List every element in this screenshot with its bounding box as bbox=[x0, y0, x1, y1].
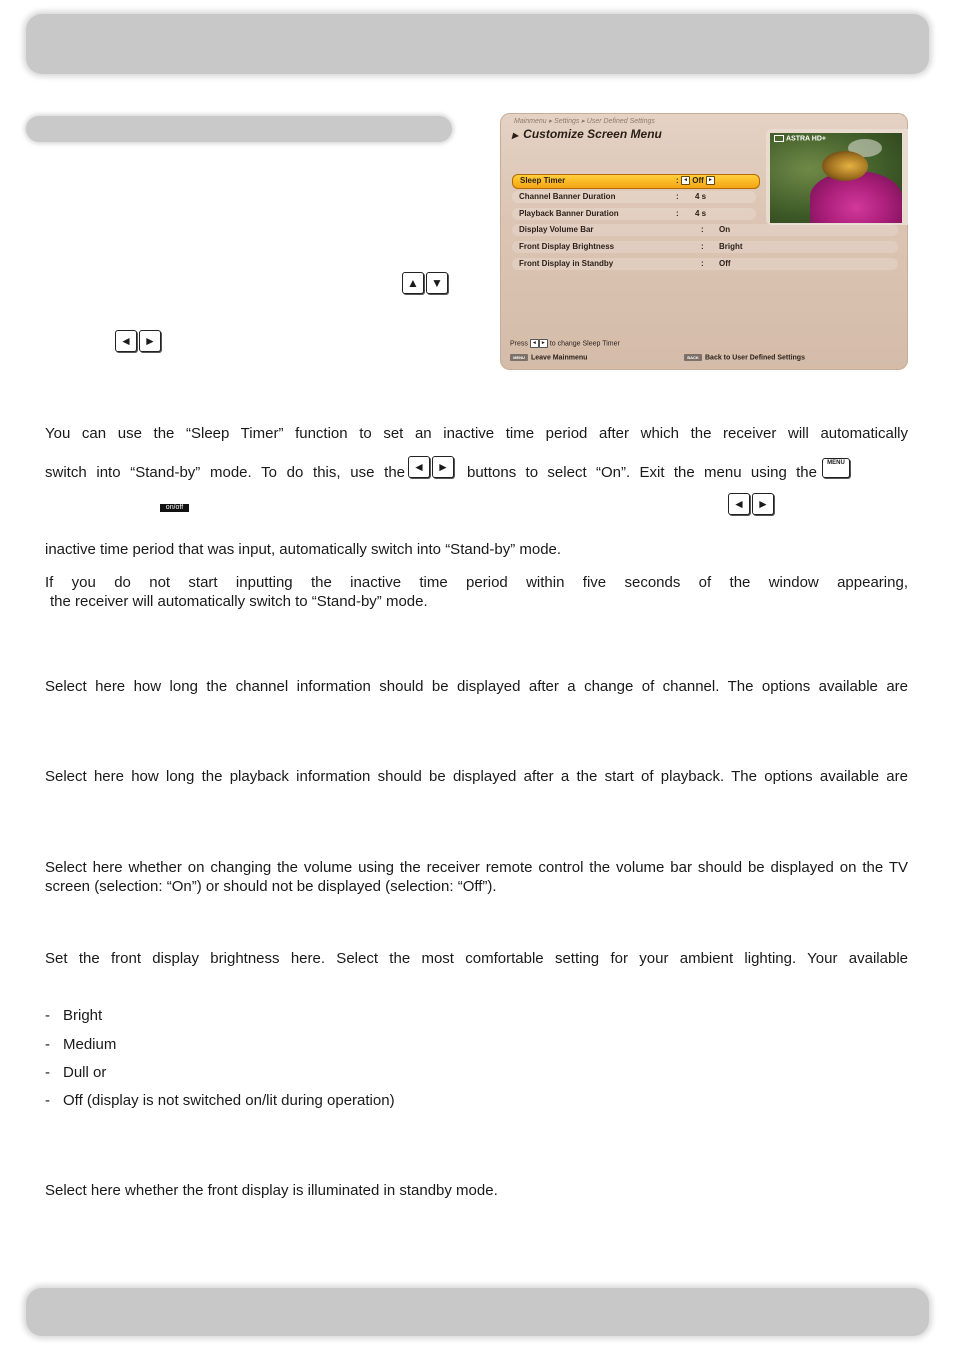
left-arrow-icon: ◄ bbox=[728, 493, 750, 515]
menu-key-icon: MENU bbox=[822, 458, 850, 478]
back-hint: BACK Back to User Defined Settings bbox=[684, 354, 805, 361]
list-item: Medium bbox=[63, 1036, 117, 1053]
menu-row-front-standby[interactable]: Front Display in Standby : Off bbox=[512, 258, 898, 270]
sleep-timer-text-2b: buttons to select “On”. Exit the menu using the bbox=[467, 464, 817, 481]
tv-screen-screenshot bbox=[500, 113, 908, 370]
left-arrow-icon: ◄ bbox=[115, 330, 137, 352]
down-arrow-icon: ▼ bbox=[426, 272, 448, 294]
left-right-keys-inline-2 bbox=[728, 493, 774, 515]
sleep-timer-text-4: inactive time period that was input, automatically switch into “Stand-by” mode. bbox=[45, 541, 562, 558]
header-band bbox=[26, 14, 929, 74]
left-arrow-icon: ◄ bbox=[681, 176, 690, 185]
channel-logo: ASTRA HD+ bbox=[774, 135, 826, 142]
screen-breadcrumb: Mainmenu ▸ Settings ▸ User Defined Settings bbox=[514, 118, 655, 125]
right-arrow-icon: ► bbox=[139, 330, 161, 352]
channel-preview bbox=[766, 129, 908, 225]
sleep-timer-text-2a: switch into “Stand-by” mode. To do this, use the bbox=[45, 464, 405, 481]
list-item: Bright bbox=[63, 1007, 103, 1024]
leave-mainmenu-hint: MENU Leave Mainmenu bbox=[510, 354, 587, 361]
volume-bar-text: Select here whether on changing the volume using the receiver remote control the volume bar should be displayed on the TV screen (selection: “On”) or should not be displayed (selection: “Off”). bbox=[45, 859, 908, 895]
onoff-key-icon: on/off bbox=[160, 504, 189, 512]
menu-row-channel-banner[interactable]: Channel Banner Duration : 4 s bbox=[512, 191, 756, 203]
menu-row-sleep-timer[interactable]: Sleep Timer : ◄ Off ► bbox=[512, 174, 760, 189]
sleep-timer-text-5a: If you do not start inputting the inactive time period within five seconds of the window appearing, bbox=[45, 574, 908, 591]
list-item: Dull or bbox=[63, 1064, 107, 1081]
up-down-keys bbox=[402, 272, 448, 294]
sleep-timer-text-1: You can use the “Sleep Timer” function to set an inactive time period after which the receiver will automatically bbox=[45, 425, 908, 442]
menu-key-icon: MENU bbox=[510, 354, 528, 361]
section-heading-bar bbox=[26, 116, 452, 142]
up-arrow-icon: ▲ bbox=[402, 272, 424, 294]
brightness-text: Set the front display brightness here. Select the most comfortable setting for your ambient lighting. Your available bbox=[45, 950, 908, 967]
left-arrow-icon: ◄ bbox=[408, 456, 430, 478]
screen-title: ▶ Customize Screen Menu bbox=[512, 127, 662, 141]
back-key-icon: BACK bbox=[684, 354, 702, 361]
preview-image bbox=[770, 133, 902, 223]
right-arrow-icon: ► bbox=[432, 456, 454, 478]
left-right-keys-inline bbox=[408, 456, 454, 478]
standby-text: Select here whether the front display is illuminated in standby mode. bbox=[45, 1182, 498, 1199]
footer-band bbox=[26, 1288, 929, 1336]
list-item: Off (display is not switched on/lit during operation) bbox=[63, 1092, 395, 1109]
title-arrow-icon: ▶ bbox=[512, 131, 519, 140]
tv-icon bbox=[774, 135, 784, 142]
left-right-keys bbox=[115, 330, 161, 352]
screen-hint: Press ◄ ► to change Sleep Timer bbox=[510, 340, 620, 348]
channel-banner-text: Select here how long the channel information should be displayed after a change of channel. The options available are bbox=[45, 678, 908, 695]
left-arrow-icon: ◄ bbox=[530, 339, 539, 348]
playback-banner-text: Select here how long the playback information should be displayed after a the start of playback. The options available are bbox=[45, 768, 908, 785]
menu-row-front-brightness[interactable]: Front Display Brightness : Bright bbox=[512, 241, 898, 253]
sleep-timer-text-5b: the receiver will automatically switch to “Stand-by” mode. bbox=[50, 593, 428, 610]
menu-row-volume-bar[interactable]: Display Volume Bar : On bbox=[512, 224, 898, 236]
right-arrow-icon: ► bbox=[539, 339, 548, 348]
right-arrow-icon: ► bbox=[752, 493, 774, 515]
menu-row-playback-banner[interactable]: Playback Banner Duration : 4 s bbox=[512, 208, 756, 220]
right-arrow-icon: ► bbox=[706, 176, 715, 185]
